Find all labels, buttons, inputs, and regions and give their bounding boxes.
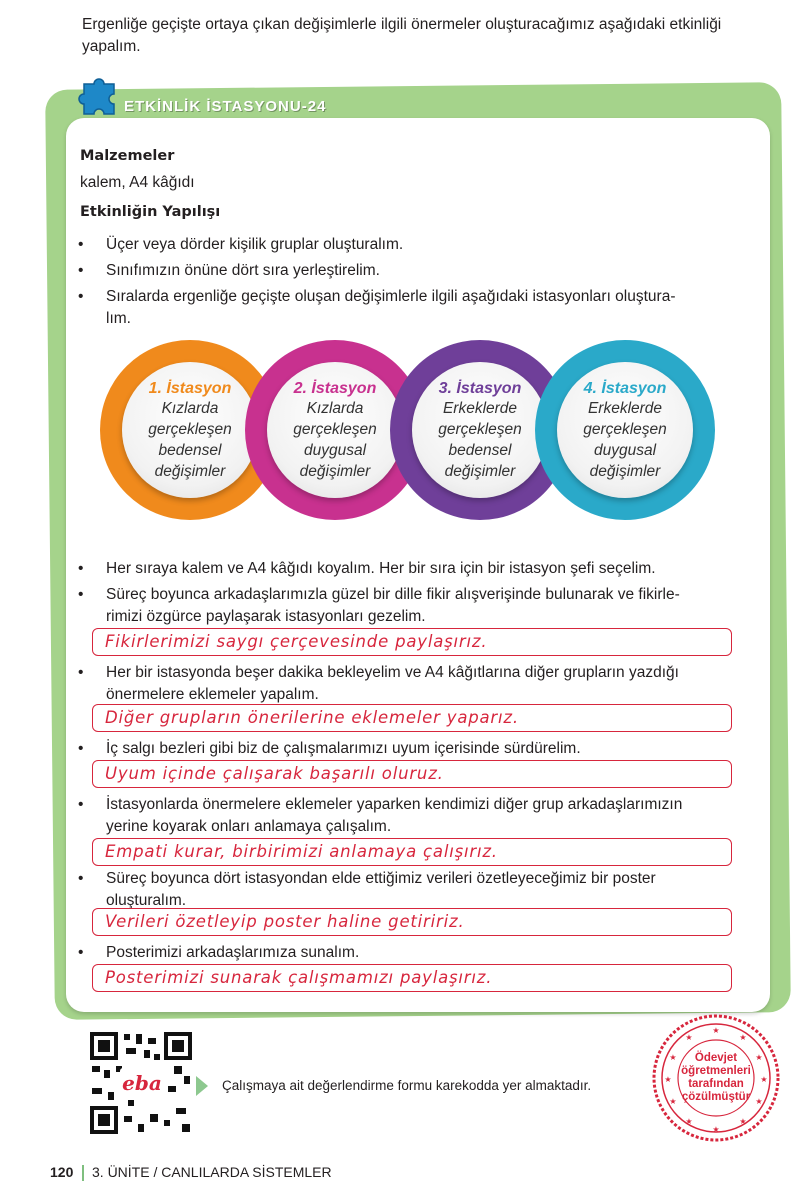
answer-box[interactable]: Empati kurar, birbirimizi anlamaya çalışırız.: [92, 838, 732, 866]
station-line: gerçekleşen: [148, 421, 232, 438]
svg-text:★: ★: [739, 1033, 747, 1042]
station-line: Erkeklerde: [587, 400, 663, 417]
step-item: • Her bir istasyonda beşer dakika bekleyelim ve A4 kâğıtlarına diğer grupların yazdığı önermelere eklemeler yapalım.: [78, 664, 679, 703]
svg-text:★: ★: [669, 1097, 677, 1106]
page-number: 120: [50, 1164, 74, 1180]
station-line: bedensel: [158, 442, 222, 459]
station-title: 1. İstasyon: [148, 380, 232, 397]
station-line: değişimler: [154, 463, 226, 480]
station-line: duygusal: [303, 442, 367, 459]
bullet-item: • Sınıfımızın önüne dört sıra yerleştirelim.: [78, 262, 380, 279]
station-line: Kızlarda: [306, 400, 364, 417]
station-line: gerçekleşen: [438, 421, 522, 438]
answer-box[interactable]: Verileri özetleyip poster haline getiririz.: [92, 908, 732, 936]
station-line: değişimler: [299, 463, 371, 480]
station-line: gerçekleşen: [583, 421, 667, 438]
station-title: 2. İstasyon: [293, 380, 377, 397]
materials-heading: Malzemeler: [80, 148, 175, 164]
step-item: • Süreç boyunca arkadaşlarımızla güzel bir dille fikir alışverişinde bulunarak ve fikirle- rimizi özgürce paylaşarak istasyonları gezelim.: [78, 586, 680, 625]
stations-row: [100, 340, 720, 550]
station-line: Erkeklerde: [442, 400, 518, 417]
station-line: bedensel: [448, 442, 512, 459]
svg-text:★: ★: [739, 1117, 747, 1126]
answer-box[interactable]: Fikirlerimizi saygı çerçevesinde paylaşırız.: [92, 628, 732, 656]
qr-note: Çalışmaya ait değerlendirme formu karekodda yer almaktadır.: [222, 1078, 592, 1093]
bullet-text: Sıralarda ergenliğe geçişte oluşan değişimlerle ilgili aşağıdaki istasyonları oluştura- lım.: [106, 288, 676, 327]
arrow-right-icon: [196, 1076, 208, 1096]
station-line: Kızlarda: [161, 400, 219, 417]
answer-box[interactable]: Posterimizi sunarak çalışmamızı paylaşırız.: [92, 964, 732, 992]
station-title: 4. İstasyon: [583, 380, 667, 397]
bullet-item: • Üçer veya dörder kişilik gruplar oluşturalım.: [78, 236, 404, 253]
station-line: duygusal: [593, 442, 657, 459]
stamp-text: [670, 1052, 762, 1104]
answer-box[interactable]: Diğer grupların önerilerine eklemeler yaparız.: [92, 704, 732, 732]
answer-box[interactable]: Uyum içinde çalışarak başarılı oluruz.: [92, 760, 732, 788]
step-text: Her bir istasyonda beşer dakika bekleyelim ve A4 kâğıtlarına diğer grupların yazdığı önermelere eklemeler yapalım.: [106, 664, 679, 703]
station-line: değişimler: [444, 463, 516, 480]
eba-logo: eba: [122, 1071, 162, 1095]
svg-text:★: ★: [685, 1033, 693, 1042]
step-text: Her sıraya kalem ve A4 kâğıdı koyalım. Her bir sıra için bir istasyon şefi seçelim.: [106, 560, 656, 577]
station-line: değişimler: [589, 463, 661, 480]
svg-text:★: ★: [712, 1026, 720, 1035]
station-4: [535, 340, 715, 520]
step-text: İç salgı bezleri gibi biz de çalışmalarımızı uyum içerisinde sürdürelim.: [106, 740, 581, 757]
step-item: • İç salgı bezleri gibi biz de çalışmalarımızı uyum içerisinde sürdürelim.: [78, 740, 581, 757]
stamp-line: öğretmenleri: [681, 1065, 751, 1077]
step-text: İstasyonlarda önermelere eklemeler yaparken kendimizi diğer grup arkadaşlarımızın yerine koyarak onları anlamaya çalışalım.: [106, 796, 683, 835]
step-text: Posterimizi arkadaşlarımıza sunalım.: [106, 944, 360, 961]
station-title: 3. İstasyon: [438, 380, 522, 397]
svg-text:★: ★: [669, 1053, 677, 1062]
bullet-item: • Sıralarda ergenliğe geçişte oluşan değişimlerle ilgili aşağıdaki istasyonları oluştura- lım.: [78, 288, 676, 327]
svg-text:★: ★: [685, 1117, 693, 1126]
step-text: Süreç boyunca arkadaşlarımızla güzel bir dille fikir alışverişinde bulunarak ve fikirle- rimizi özgürce paylaşarak istasyonları gezelim.: [106, 586, 680, 625]
stamp-line: çözülmüştür: [681, 1091, 751, 1103]
qr-code-icon[interactable]: [88, 1030, 194, 1136]
svg-text:★: ★: [755, 1053, 763, 1062]
activity-title: ETKİNLİK İSTASYONU-24: [124, 98, 327, 115]
divider: [82, 1165, 84, 1181]
materials-text: kalem, A4 kâğıdı: [80, 174, 195, 191]
step-item: • İstasyonlarda önermelere eklemeler yaparken kendimizi diğer grup arkadaşlarımızın yerine koyarak onları anlamaya çalışalım.: [78, 796, 683, 835]
svg-text:★: ★: [664, 1075, 672, 1084]
station-line: gerçekleşen: [293, 421, 377, 438]
svg-text:★: ★: [760, 1075, 768, 1084]
step-text: Süreç boyunca dört istasyondan elde ettiğimiz verileri özetleyeceğimiz bir poster oluşturalım.: [106, 870, 656, 909]
step-item: • Süreç boyunca dört istasyondan elde ettiğimiz verileri özetleyeceğimiz bir poster oluşturalım.: [78, 870, 656, 909]
step-item: • Posterimizi arkadaşlarımıza sunalım.: [78, 944, 360, 961]
step-item: • Her sıraya kalem ve A4 kâğıdı koyalım. Her bir sıra için bir istasyon şefi seçelim.: [78, 560, 656, 577]
intro-text: Ergenliğe geçişte ortaya çıkan değişimlerle ilgili önermeler oluşturacağımız aşağıdaki etkinliği yapalım.: [82, 16, 722, 55]
bullet-text: Üçer veya dörder kişilik gruplar oluşturalım.: [106, 236, 404, 253]
bullet-text: Sınıfımızın önüne dört sıra yerleştirelim.: [106, 262, 380, 279]
unit-title: 3. ÜNİTE / CANLILARDA SİSTEMLER: [92, 1164, 332, 1180]
stamp-line: tarafından: [688, 1078, 744, 1090]
puzzle-icon: [76, 74, 122, 120]
svg-text:★: ★: [755, 1097, 763, 1106]
procedure-heading: Etkinliğin Yapılışı: [80, 204, 221, 220]
stamp-line: Ödevjet: [694, 1052, 738, 1064]
svg-text:★: ★: [712, 1125, 720, 1134]
